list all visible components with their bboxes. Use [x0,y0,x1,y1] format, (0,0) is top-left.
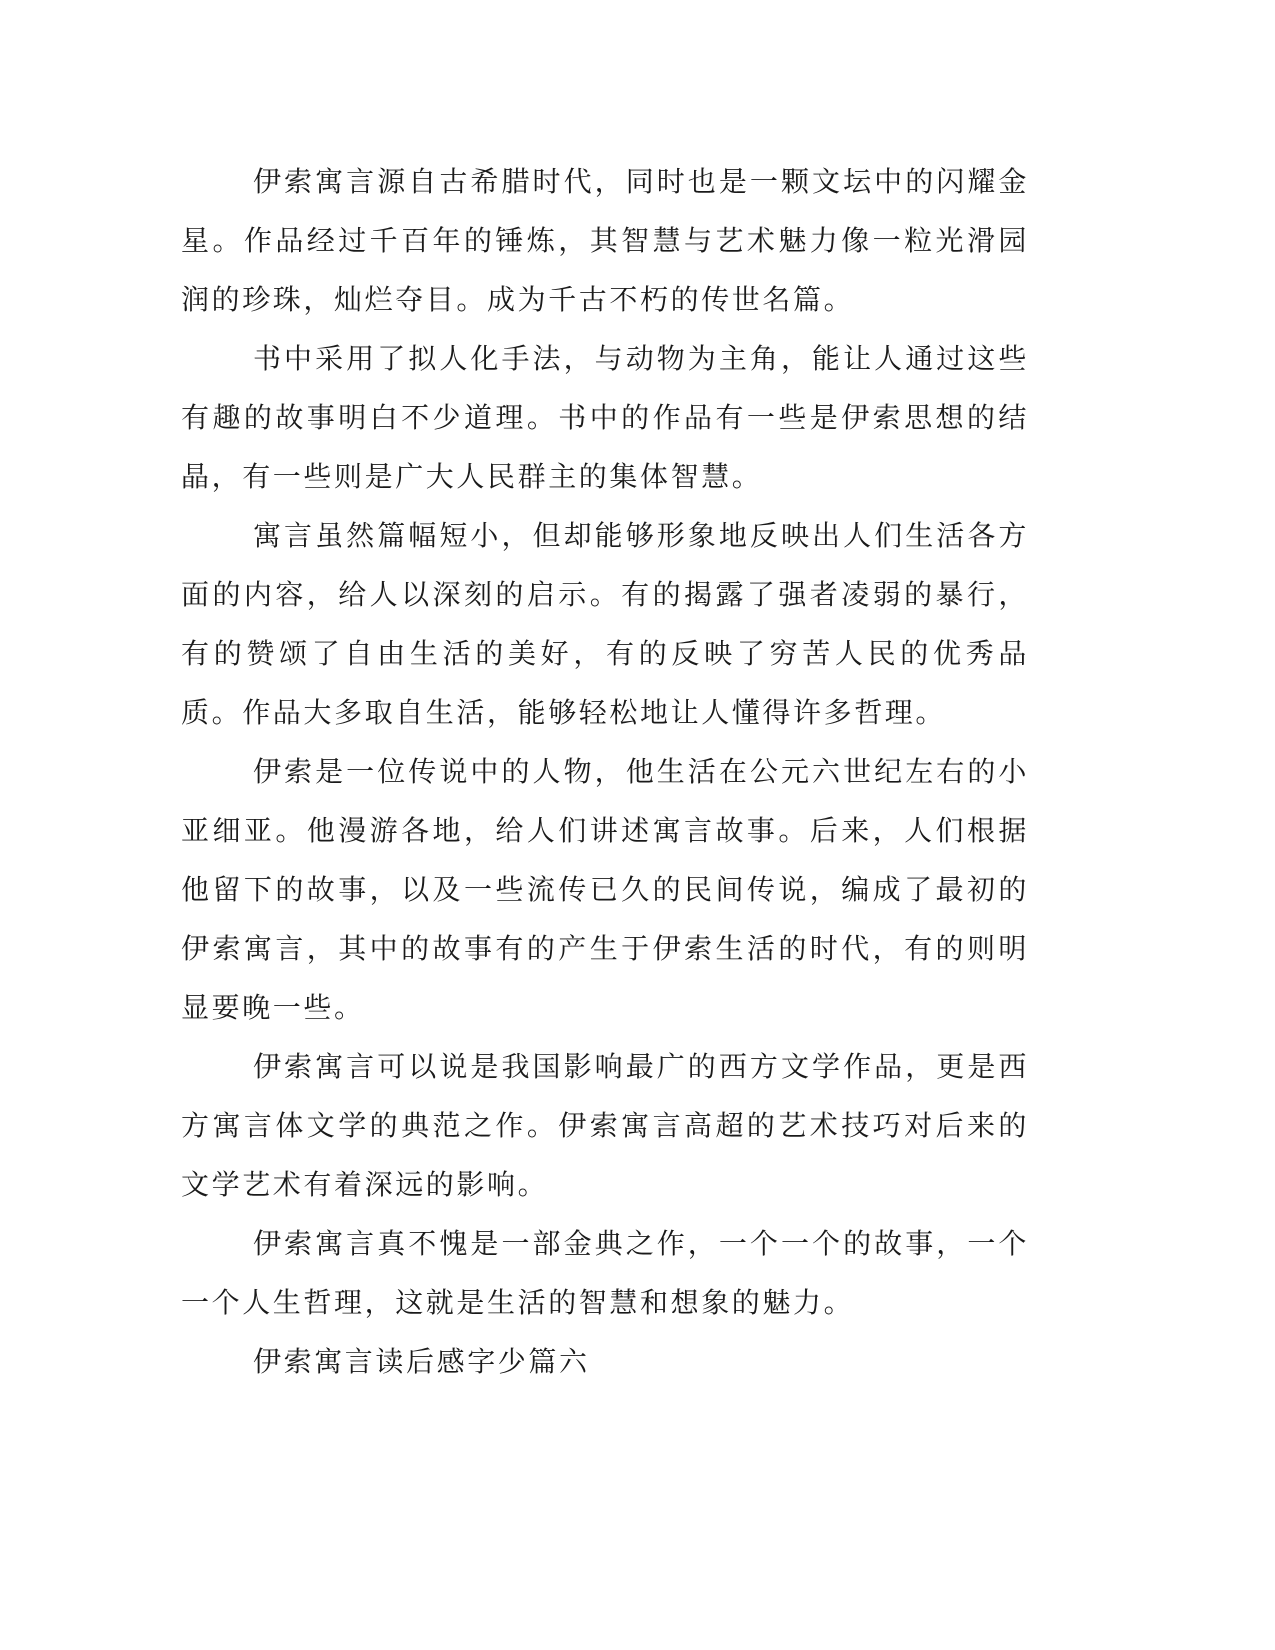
section-heading: 伊索寓言读后感字少篇六 [253,1345,590,1378]
paragraph-1: 伊索寓言源自古希腊时代，同时也是一颗文坛中的闪耀金星。作品经过千百年的锤炼，其智慧与艺术魅力像一粒光滑园润的珍珠，灿烂夺目。成为千古不朽的传世名篇。 [181,165,1029,316]
paragraph-2: 书中采用了拟人化手法，与动物为主角，能让人通过这些有趣的故事明白不少道理。书中的作品有一些是伊索思想的结晶，有一些则是广大人民群主的集体智慧。 [181,342,1029,493]
article-body [181,152,1029,1391]
paragraph-5: 伊索寓言可以说是我国影响最广的西方文学作品，更是西方寓言体文学的典范之作。伊索寓言高超的艺术技巧对后来的文学艺术有着深远的影响。 [181,1050,1029,1201]
paragraph-3: 寓言虽然篇幅短小，但却能够形象地反映出人们生活各方面的内容，给人以深刻的启示。有的揭露了强者凌弱的暴行，有的赞颂了自由生活的美好，有的反映了穷苦人民的优秀品质。作品大多取自生活，能够轻松地让人懂得许多哲理。 [181,519,1029,729]
paragraph-6: 伊索寓言真不愧是一部金典之作，一个一个的故事，一个一个人生哲理，这就是生活的智慧和想象的魅力。 [181,1227,1029,1319]
paragraph-4: 伊索是一位传说中的人物，他生活在公元六世纪左右的小亚细亚。他漫游各地，给人们讲述寓言故事。后来，人们根据他留下的故事，以及一些流传已久的民间传说，编成了最初的伊索寓言，其中的故事有的产生于伊索生活的时代，有的则明显要晚一些。 [181,755,1029,1024]
